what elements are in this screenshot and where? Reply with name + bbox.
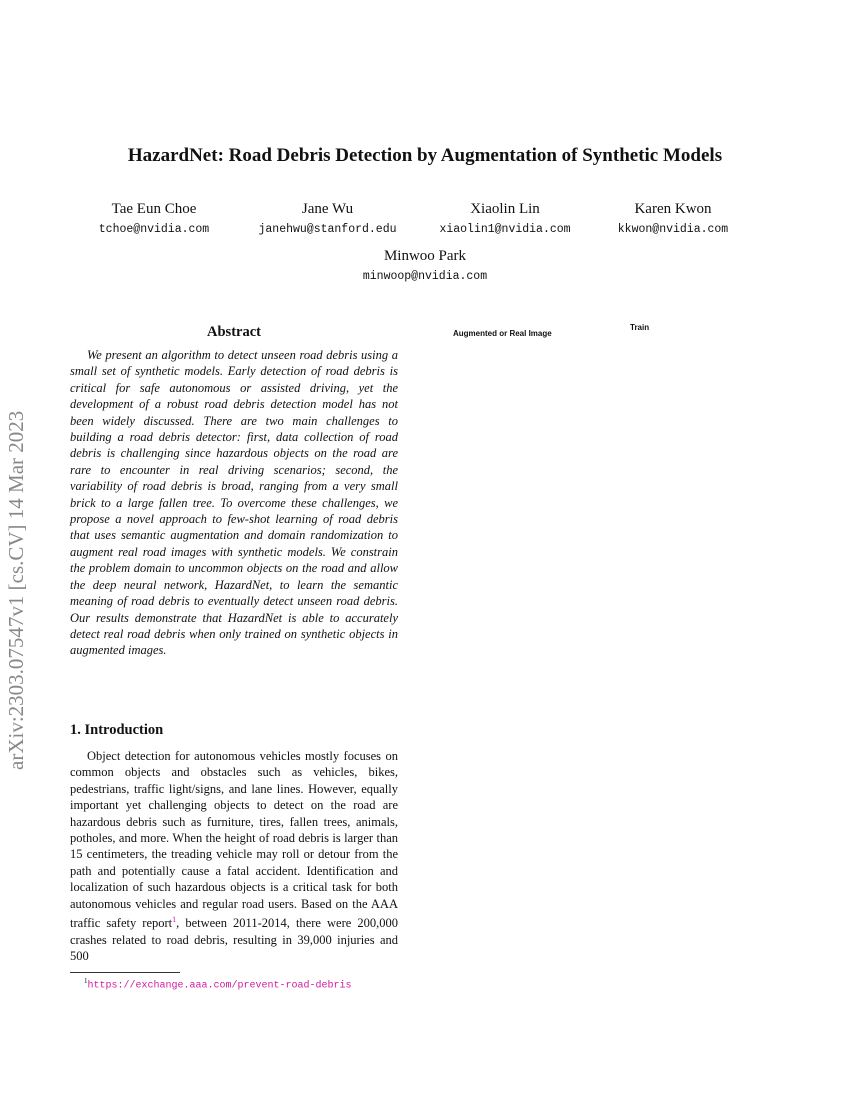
footnote-marker[interactable]: 1 — [172, 915, 177, 925]
intro-p1-text: Object detection for autonomous vehicles mostly focuses on common objects and obstacles such as vehicles, bikes, pedestrians, traffic light/signs, and lane lines. However, equally important yet challenging objects to detect on the road are hazardous debris such as furniture, tires, fallen trees, animals, potholes, and more. When the height of road debris is larger than 15 centimeters, the treading vehicle may roll or detour from the path and potentially cause a fatal accident. Identification and localization of such hazardous objects is a critical task for both autonomous vehicles and regular road users. Based on the AAA traffic safety report — [70, 749, 398, 931]
label-train: Train — [630, 323, 650, 332]
footnote — [84, 977, 352, 991]
author-block — [325, 248, 525, 283]
intro-column-left — [70, 748, 398, 964]
abstract-heading: Abstract — [207, 324, 261, 340]
author-name: Xiaolin Lin — [470, 201, 540, 217]
arxiv-identifier: arXiv:2303.07547v1 [cs.CV] 14 Mar 2023 — [4, 410, 28, 770]
author-name: Minwoo Park — [383, 248, 467, 264]
author-block — [84, 201, 224, 236]
paper-title: HazardNet: Road Debris Detection by Augmentation of Synthetic Models — [127, 145, 723, 166]
abstract-text: We present an algorithm to detect unseen road debris using a small set of synthetic models. Early detection of road debris is critical for safe autonomous or assisted driving, yet the development of a robust road debris detection model has not been widely discussed. There are two main challenges to building a road debris detector: first, data collection of road debris is challenging since hazardous objects on the road are rare to encounter in real driving scenarios; second, the variability of road debris is broad, ranging from a very small brick to a large fallen tree. To overcome these challenges, we propose a novel approach to few-shot learning of road debris that uses semantic augmentation and domain randomization to augment real road images with synthetic models. We constrain the problem domain to uncommon objects on the road and allow the deep neural network, HazardNet, to learn the semantic meaning of road debris to eventually detect unseen road debris. Our results demonstrate that HazardNet is able to accurately detect real road debris when only trained on synthetic objects in augmented images. — [70, 348, 398, 658]
abstract-body — [70, 347, 398, 659]
label-augmented-or-real: Augmented or Real Image — [453, 329, 552, 338]
author-block — [600, 201, 746, 236]
intro-p1-text-end: , between 2011-2014, there were 200,000 crashes related to road debris, resulting in 39,000 injuries and 500 — [70, 916, 398, 964]
intro-paragraph-1 — [70, 748, 398, 964]
figure-1 — [427, 318, 762, 498]
author-block — [425, 201, 585, 236]
author-email: xiaolin1@nvidia.com — [439, 223, 571, 236]
author-email: tchoe@nvidia.com — [98, 223, 210, 236]
author-name: Tae Eun Choe — [111, 201, 197, 217]
author-name: Jane Wu — [301, 201, 354, 217]
footnote-rule — [70, 972, 180, 973]
author-name: Karen Kwon — [634, 201, 712, 217]
section-heading-introduction: 1. Introduction — [70, 722, 164, 738]
footnote-link[interactable]: https://exchange.aaa.com/prevent-road-debris — [87, 980, 352, 992]
author-email: janehwu@stanford.edu — [258, 223, 397, 236]
author-email: minwoop@nvidia.com — [362, 270, 488, 283]
author-block — [240, 201, 415, 236]
footnote-number: 1 — [84, 977, 88, 985]
author-email: kkwon@nvidia.com — [617, 223, 729, 236]
